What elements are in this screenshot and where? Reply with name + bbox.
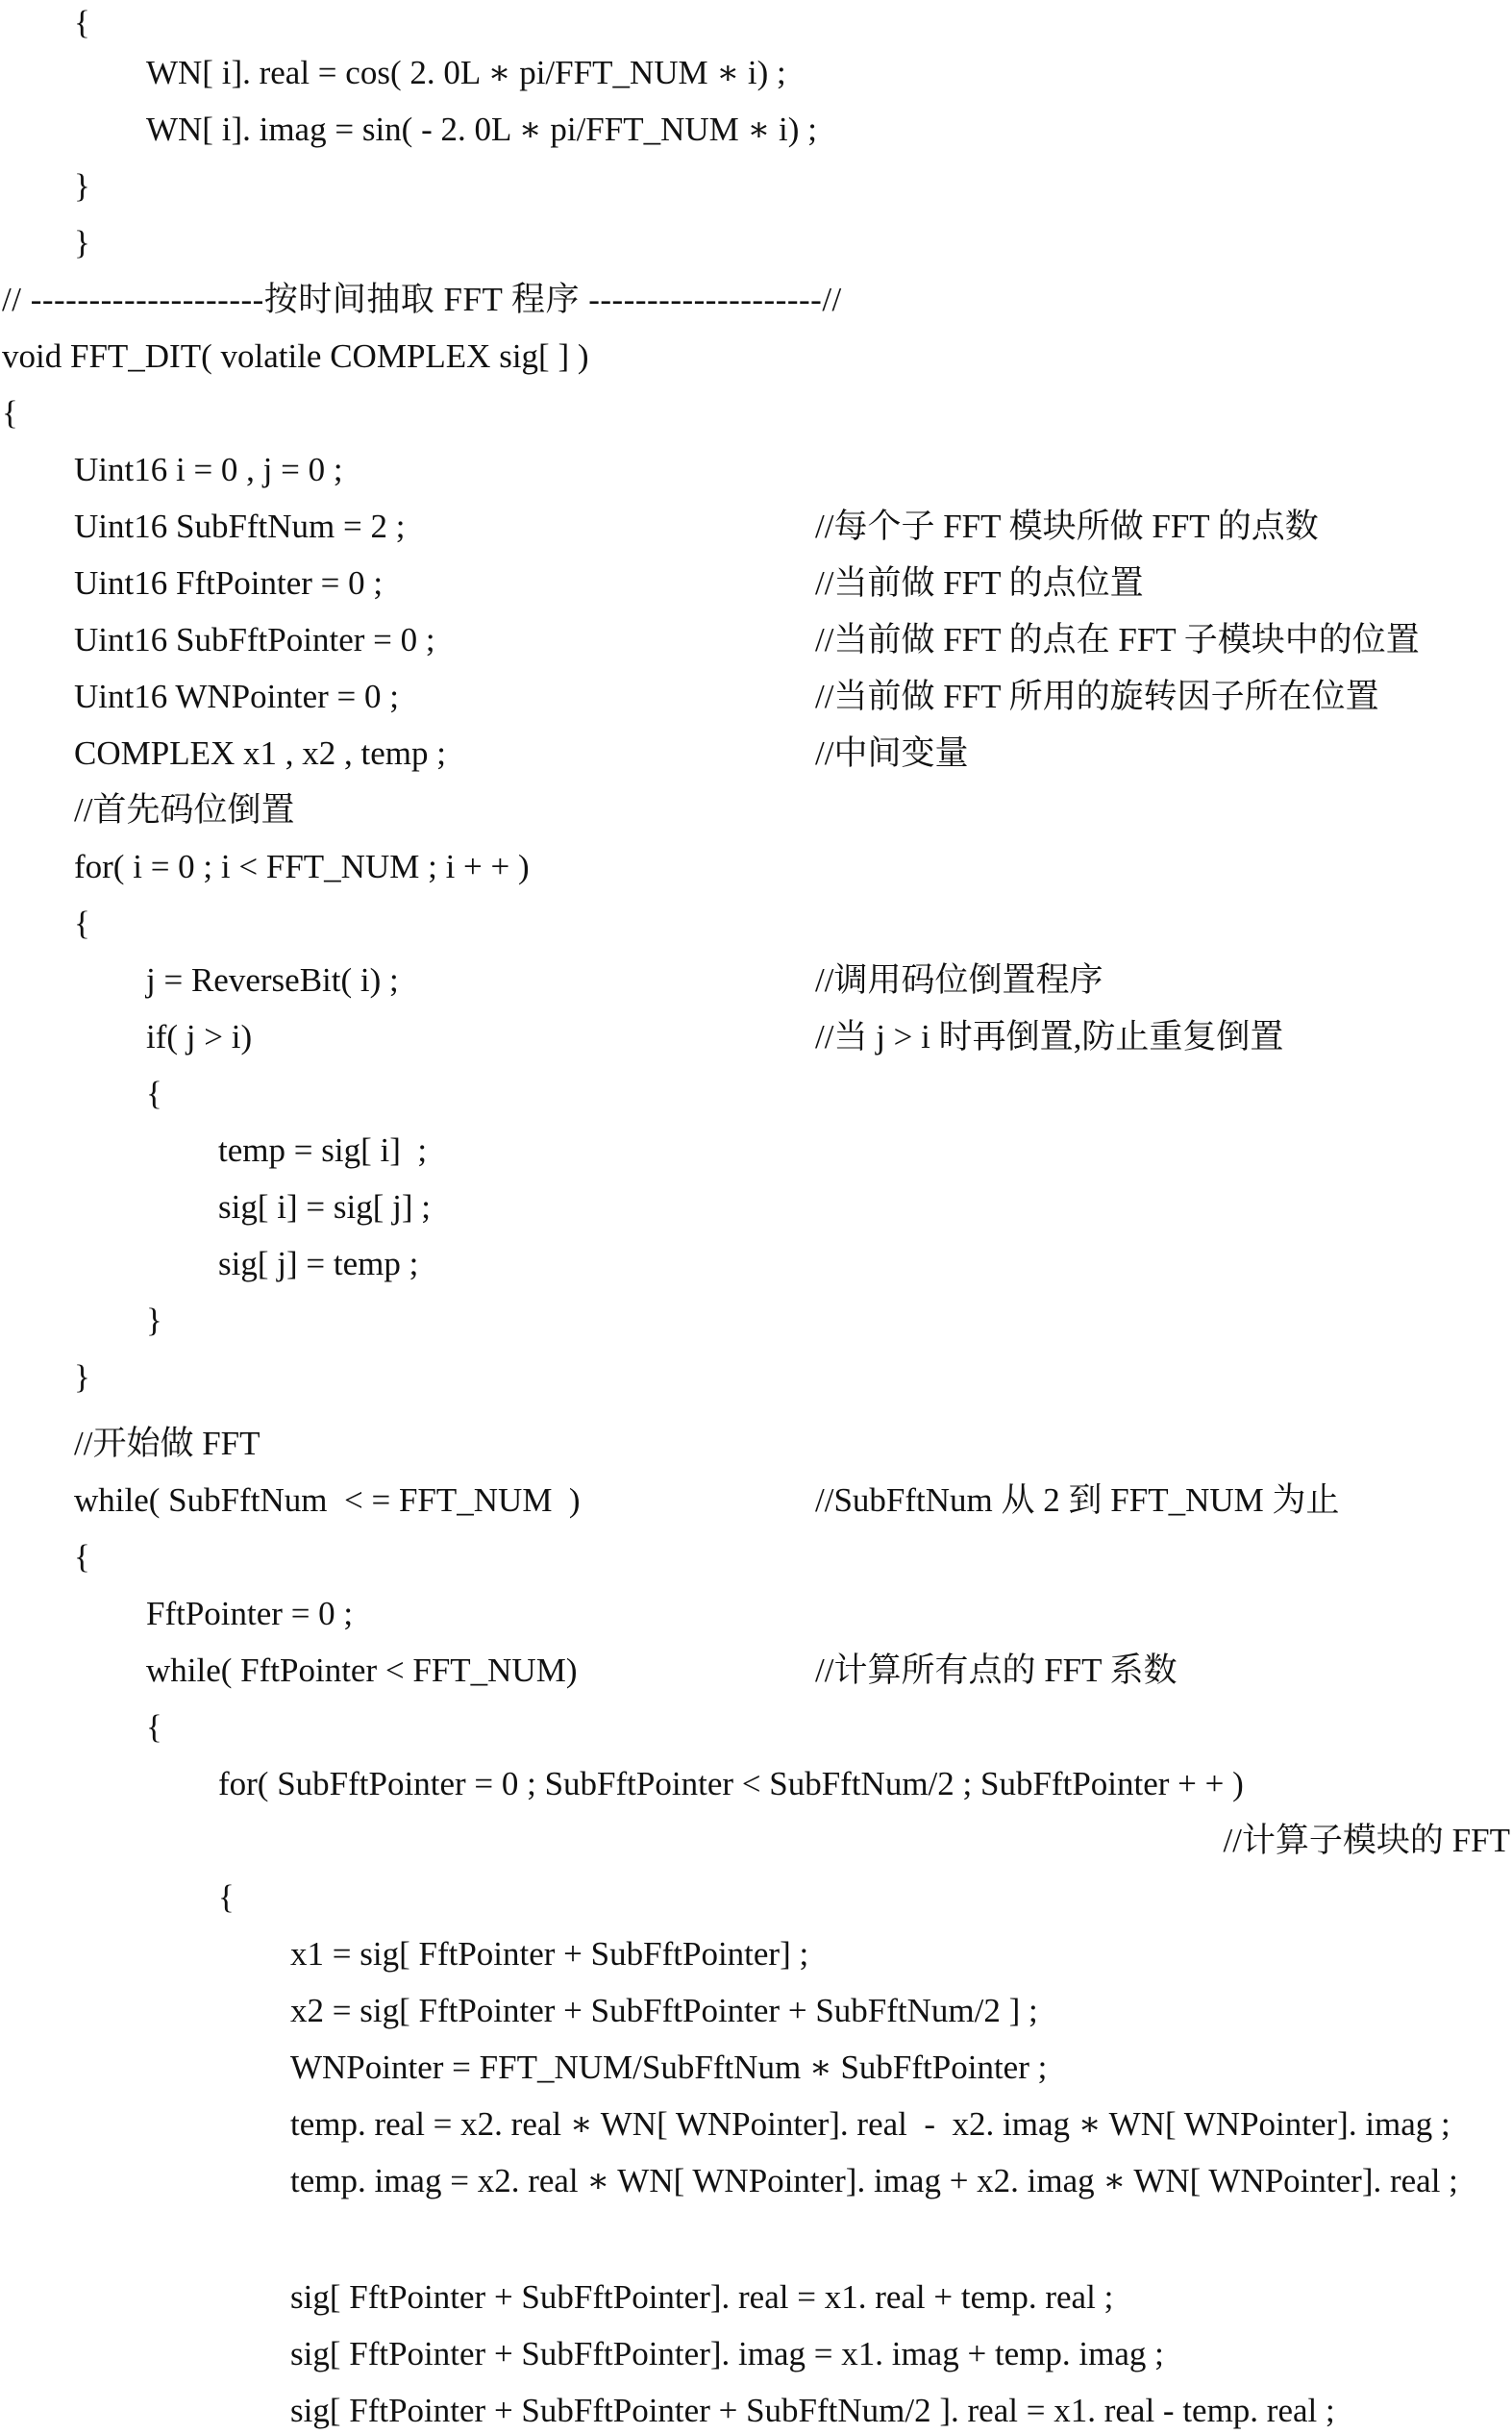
code-text: sig[ j] = temp ;: [218, 1245, 419, 1282]
code-line: [0, 1298, 1512, 1344]
code-line: [0, 1648, 1512, 1694]
code-comment: //中间变量: [815, 734, 969, 772]
code-line: [0, 1534, 1512, 1580]
code-line: [0, 901, 1512, 947]
section-separator: // --------------------按时间抽取 FFT 程序 --------------------//: [2, 281, 842, 318]
code-text: while( SubFftNum < = FFT_NUM ): [74, 1481, 581, 1519]
code-text: }: [74, 1358, 90, 1396]
code-line: [0, 504, 1512, 550]
code-line: [0, 1241, 1512, 1287]
code-line: [0, 0, 1512, 46]
code-line: [0, 957, 1512, 1004]
code-text: x1 = sig[ FftPointer + SubFftPointer] ;: [290, 1935, 809, 1973]
code-line: [0, 674, 1512, 720]
code-text: void FFT_DIT( volatile COMPLEX sig[ ] ): [2, 337, 589, 375]
code-line: [0, 50, 1512, 96]
code-line: [0, 1354, 1512, 1401]
code-comment: //当前做 FFT 的点位置: [815, 564, 1144, 602]
code-line: [0, 844, 1512, 890]
code-line: [0, 277, 1512, 323]
code-line: [0, 1704, 1512, 1751]
code-text: {: [146, 1075, 162, 1112]
code-text: {: [74, 905, 90, 942]
code-text: Uint16 i = 0 , j = 0 ;: [74, 451, 343, 488]
code-comment: //当前做 FFT 的点在 FFT 子模块中的位置: [815, 621, 1420, 658]
code-text: sig[ FftPointer + SubFftPointer + SubFftNum/2 ]. real = x1. real - temp. real ;: [290, 2392, 1335, 2429]
code-text: }: [74, 224, 90, 261]
code-line: [0, 447, 1512, 493]
code-line: [0, 560, 1512, 607]
code-text: Uint16 SubFftNum = 2 ;: [74, 508, 406, 545]
code-text: Uint16 FftPointer = 0 ;: [74, 564, 384, 602]
code-comment: //SubFftNum 从 2 到 FFT_NUM 为止: [815, 1481, 1340, 1519]
code-line: [0, 1988, 1512, 2034]
code-line: [0, 1014, 1512, 1060]
code-line: [0, 617, 1512, 663]
code-text: for( SubFftPointer = 0 ; SubFftPointer < SubFftNum/2 ; SubFftPointer + + ): [218, 1765, 1244, 1802]
code-text: j = ReverseBit( i) ;: [146, 961, 399, 999]
code-text: WNPointer = FFT_NUM/SubFftNum ∗ SubFftPointer ;: [290, 2049, 1048, 2086]
code-text: }: [146, 1302, 162, 1339]
code-line: [0, 2045, 1512, 2091]
code-text: //开始做 FFT: [74, 1425, 260, 1462]
code-text: {: [74, 4, 90, 41]
code-text: x2 = sig[ FftPointer + SubFftPointer + SubFftNum/2 ] ;: [290, 1992, 1038, 2029]
code-line: [0, 1128, 1512, 1174]
code-text: Uint16 WNPointer = 0 ;: [74, 678, 399, 715]
code-text: }: [74, 167, 90, 205]
code-text: sig[ FftPointer + SubFftPointer]. imag = x1. imag + temp. imag ;: [290, 2335, 1164, 2372]
code-line: [0, 731, 1512, 777]
code-line: [0, 1184, 1512, 1230]
code-text: {: [218, 1878, 235, 1916]
code-text: {: [146, 1708, 162, 1746]
code-line: [0, 1761, 1512, 1807]
code-text: COMPLEX x1 , x2 , temp ;: [74, 734, 446, 772]
code-comment: //每个子 FFT 模块所做 FFT 的点数: [815, 508, 1319, 545]
code-line: [0, 2274, 1512, 2321]
code-text: sig[ i] = sig[ j] ;: [218, 1188, 431, 1226]
code-text: {: [74, 1538, 90, 1576]
code-line: [0, 1478, 1512, 1524]
code-text: Uint16 SubFftPointer = 0 ;: [74, 621, 435, 658]
code-text: WN[ i]. real = cos( 2. 0L ∗ pi/FFT_NUM ∗ i) ;: [146, 54, 786, 91]
code-text: //首先码位倒置: [74, 791, 295, 829]
code-comment: //计算子模块的 FFT: [1223, 1822, 1510, 1859]
code-text: temp. imag = x2. real ∗ WN[ WNPointer]. imag + x2. imag ∗ WN[ WNPointer]. real ;: [290, 2162, 1458, 2199]
code-comment: //当前做 FFT 所用的旋转因子所在位置: [815, 678, 1379, 715]
code-line: [0, 1875, 1512, 1921]
code-line: [0, 2158, 1512, 2204]
code-text: temp = sig[ i] ;: [218, 1131, 428, 1169]
code-text: sig[ FftPointer + SubFftPointer]. real = x1. real + temp. real ;: [290, 2278, 1114, 2316]
code-line: [0, 107, 1512, 153]
code-line: [0, 334, 1512, 380]
code-line: [0, 2331, 1512, 2377]
code-text: temp. real = x2. real ∗ WN[ WNPointer]. real - x2. imag ∗ WN[ WNPointer]. imag ;: [290, 2105, 1450, 2143]
code-line: [0, 787, 1512, 833]
code-line: [0, 163, 1512, 210]
code-text: if( j > i): [146, 1018, 253, 1056]
code-comment: //调用码位倒置程序: [815, 961, 1103, 999]
code-text: WN[ i]. imag = sin( - 2. 0L ∗ pi/FFT_NUM ∗ i) ;: [146, 111, 817, 148]
code-text: while( FftPointer < FFT_NUM): [146, 1652, 578, 1689]
code-text: FftPointer = 0 ;: [146, 1595, 354, 1632]
code-text: for( i = 0 ; i < FFT_NUM ; i + + ): [74, 848, 530, 885]
code-line: [0, 2388, 1512, 2434]
code-text: {: [2, 394, 18, 432]
code-line: [0, 220, 1512, 266]
code-line: [0, 1818, 1512, 1864]
code-line: [0, 390, 1512, 436]
code-line: [0, 1591, 1512, 1637]
code-line: [0, 1931, 1512, 1977]
code-line: [0, 1421, 1512, 1467]
code-line: [0, 2101, 1512, 2148]
code-comment: //计算所有点的 FFT 系数: [815, 1652, 1177, 1689]
code-comment: //当 j > i 时再倒置,防止重复倒置: [815, 1018, 1284, 1056]
code-line: [0, 1071, 1512, 1117]
